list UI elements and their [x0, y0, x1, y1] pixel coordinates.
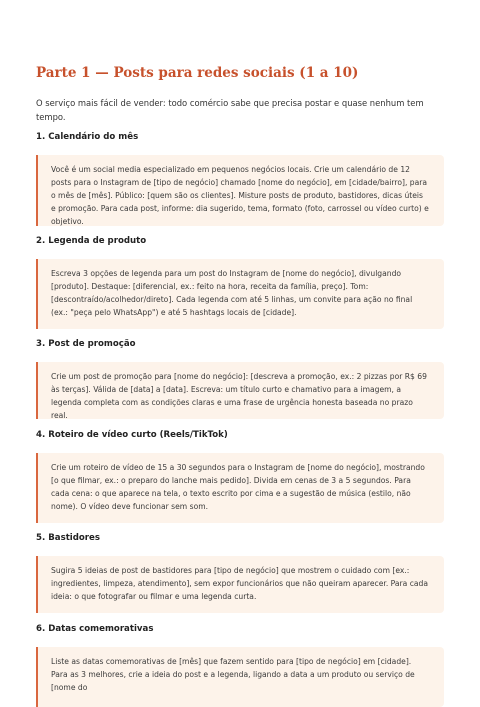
section-4	[36, 429, 444, 523]
section-1	[36, 131, 444, 226]
prompt-box	[36, 362, 444, 419]
section-heading: 6. Datas comemorativas	[36, 624, 154, 634]
prompt-text: Escreva 3 opções de legenda para um post do Instagram de [nome do negócio], divulgando [produto]. Destaque: [diferencial, ex.: feito na hora, receita da família, preço]. Tom: [descontraído/acolhedor/direto]. Cada legenda com até 5 linhas, um convite para ação no final (ex.: "peça pelo WhatsApp") e até 5 hashtags locais de [cidade].	[51, 269, 413, 317]
prompt-box	[36, 556, 444, 613]
document-page	[36, 64, 444, 134]
section-heading: 3. Post de promoção	[36, 339, 136, 349]
section-3	[36, 338, 444, 419]
prompt-box	[36, 259, 444, 329]
part-intro: O serviço mais fácil de vender: todo comércio sabe que precisa postar e quase nenhum tem tempo.	[36, 98, 424, 122]
section-heading: 5. Bastidores	[36, 533, 100, 543]
section-heading: 4. Roteiro de vídeo curto (Reels/TikTok)	[36, 430, 228, 440]
prompt-box	[36, 647, 444, 707]
section-6	[36, 623, 444, 707]
prompt-text: Crie um post de promoção para [nome do negócio]: [descreva a promoção, ex.: 2 pizzas por R$ 69 às terças]. Válida de [data] a [data]. Escreva: um título curto e chamativo para a imagem, a legenda completa com as condições claras e uma frase de urgência honesta baseada no prazo real.	[51, 372, 427, 420]
prompt-text: Sugira 5 ideias de post de bastidores para [tipo de negócio] que mostrem o cuidado com [ex.: ingredientes, limpeza, atendimento], sem expor funcionários que não queiram aparecer. Para cada ideia: o que fotografar ou filmar e uma legenda curta.	[51, 566, 429, 601]
part-title: Parte 1 — Posts para redes sociais (1 a 10)	[36, 65, 359, 81]
prompt-box	[36, 453, 444, 523]
section-2	[36, 235, 444, 329]
prompt-box	[36, 155, 444, 226]
prompt-text: Crie um roteiro de vídeo de 15 a 30 segundos para o Instagram de [nome do negócio], mostrando [o que filmar, ex.: o preparo do lanche mais pedido]. Divida em cenas de 3 a 5 segundos. Para cada cena: o que aparece na tela, o texto escrito por cima e a sugestão de música (estilo, não nome). O vídeo deve funcionar sem som.	[51, 463, 425, 511]
section-5	[36, 532, 444, 613]
section-heading: 2. Legenda de produto	[36, 236, 147, 246]
prompt-text: Liste as datas comemorativas de [mês] que fazem sentido para [tipo de negócio] em [cidade]. Para as 3 melhores, crie a ideia do post e a legenda, ligando a data a um produto ou serviço de [nome do	[51, 657, 415, 692]
prompt-text: Você é um social media especializado em pequenos negócios locais. Crie um calendário de 12 posts para o Instagram de [tipo de negócio] chamado [nome do negócio], em [cidade/bairro], para o mês de [mês]. Público: [quem são os clientes]. Misture posts de produto, bastidores, dicas úteis e promoção. Para cada post, informe: dia sugerido, tema, formato (foto, carrossel ou vídeo curto) e objetivo.	[51, 165, 429, 226]
section-heading: 1. Calendário do mês	[36, 132, 139, 142]
